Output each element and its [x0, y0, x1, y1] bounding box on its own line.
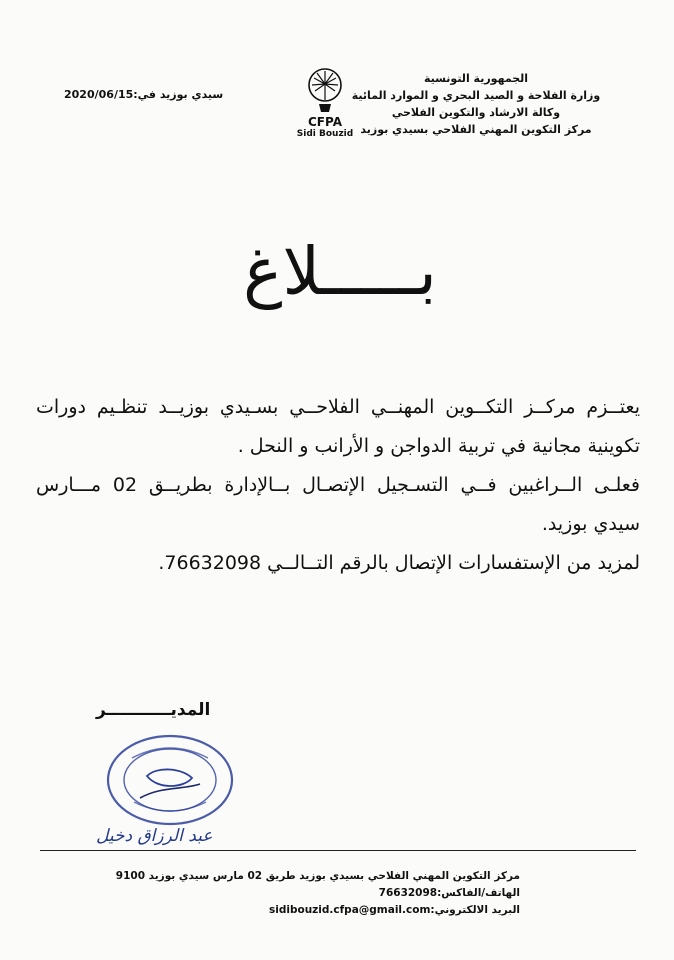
footer-email: البريد الالكتروني:sidibouzid.cfpa@gmail.com: [269, 904, 520, 916]
director-label: المديـــــــــــر: [96, 700, 211, 720]
date-line: سيدي بوزيد في:2020/06/15: [64, 88, 224, 101]
cfpa-logo: [290, 66, 360, 166]
footer-contact: [115, 868, 520, 919]
logo-abbreviation: CFPA: [308, 115, 342, 129]
footer-phone: الهاتف/الفاكس:76632098: [378, 887, 520, 899]
body-paragraph-courses: يعتــزم مركــز التكــوين المهنــي الفلاحــي بسـيدي بوزيــد تنظـيم دورات تكوينية مجانية في تربية الدواجن و الأرانب و النحل .: [36, 396, 640, 457]
body-paragraph-registration: فعلـى الــراغبين فــي التسـجيل الإتصـال بــالإدارة بطريــق 02 مـــارس سيدي بوزيد.: [36, 474, 640, 535]
director-signature: عبد الرزاق دخيل: [96, 826, 213, 846]
palm-tree-icon: [305, 66, 345, 114]
header-line-center: مركز التكوين المهني الفلاحي بسيدي بوزيد: [360, 123, 592, 136]
footer-address: مركز التكوين المهني الفلاحي بسيدي بوزيد طريق 02 مارس سيدي بوزيد 9100: [115, 870, 520, 882]
announcement-title: بـــــلاغ: [243, 233, 437, 310]
header-line-agency: وكالة الارشاد والتكوين الفلاحي: [391, 106, 561, 119]
official-stamp: [92, 728, 242, 828]
institution-header: [326, 70, 626, 138]
body-paragraph-contact: لمزيد من الإستفسارات الإتصال بالرقم التــالــي 76632098.: [158, 552, 640, 574]
logo-city: Sidi Bouzid: [296, 129, 354, 139]
announcement-body: [36, 388, 640, 583]
header-line-ministry: وزارة الفلاحة و الصيد البحري و الموارد المائية: [351, 89, 601, 102]
header-line-republic: الجمهورية التونسية: [423, 72, 529, 85]
footer-divider: [40, 850, 636, 851]
